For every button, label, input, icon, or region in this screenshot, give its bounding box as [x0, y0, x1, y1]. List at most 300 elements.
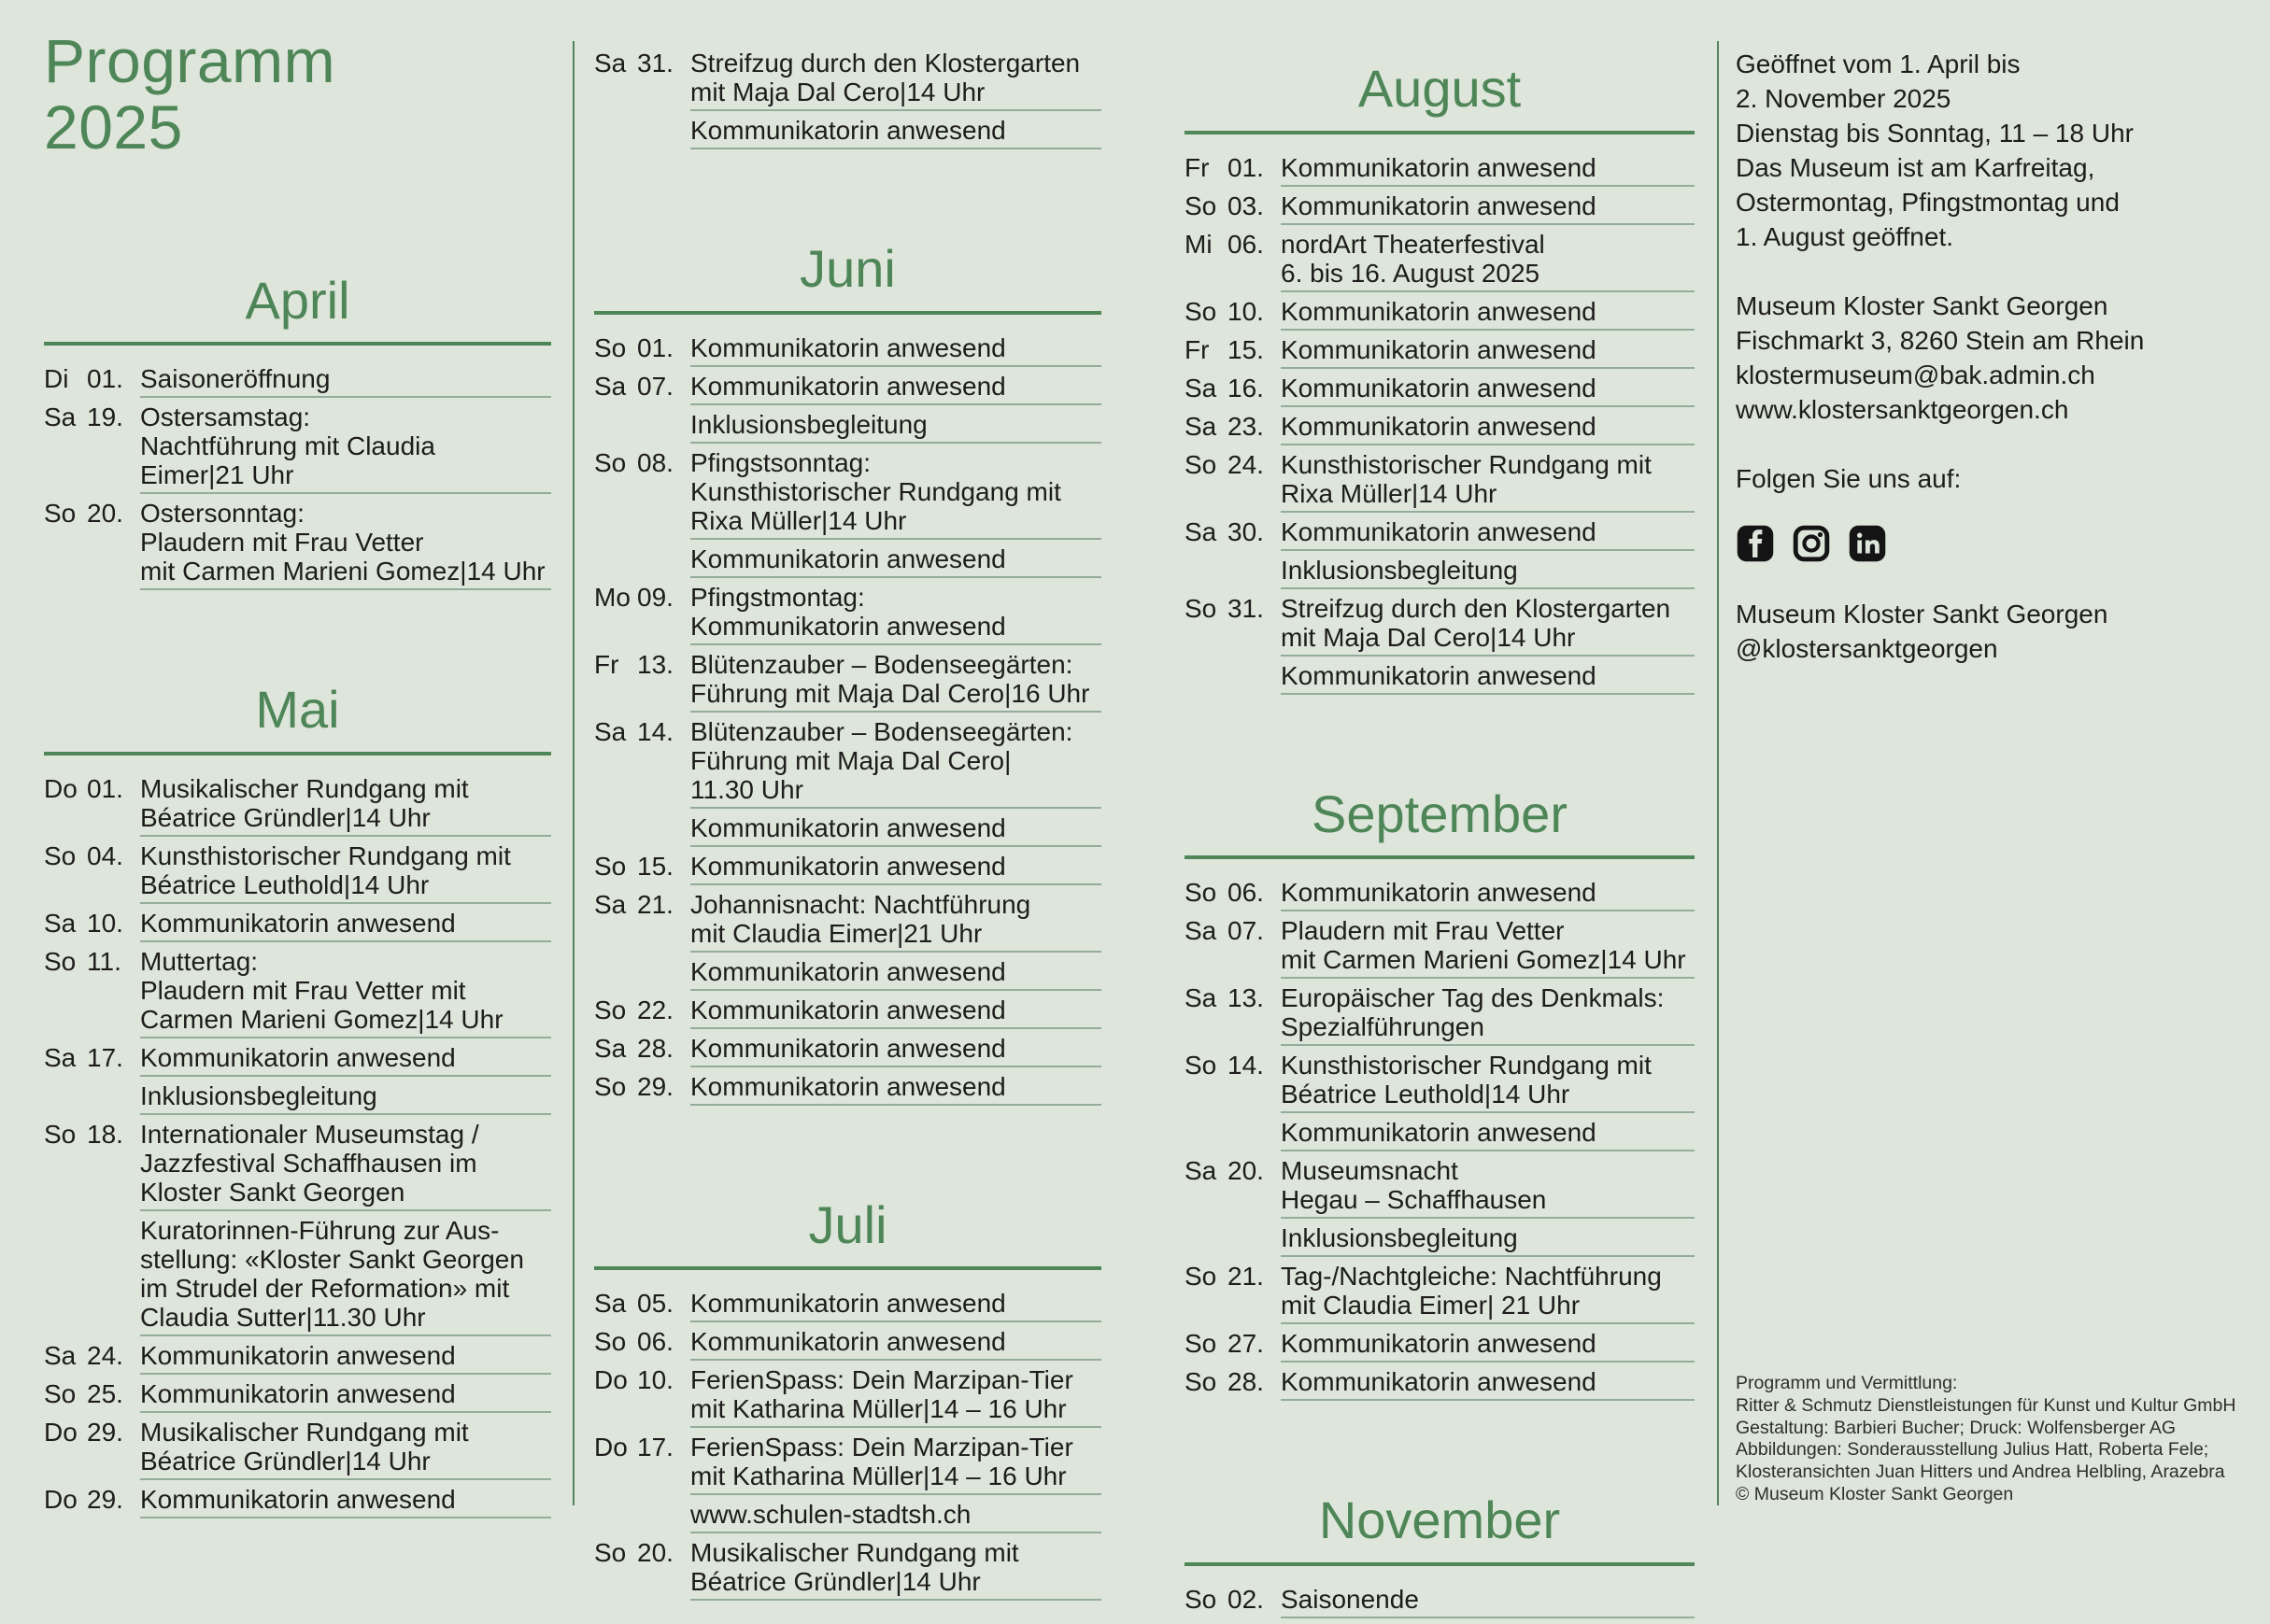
entry-lines: [690, 448, 1101, 583]
entry-lines: [1281, 297, 1695, 335]
entry-text: Hegau – Schaffhausen: [1281, 1185, 1695, 1219]
calendar-entry: [1185, 450, 1695, 517]
entry-date: 18.: [87, 1119, 123, 1149]
entry-text: mit Maja Dal Cero|14 Uhr: [1281, 623, 1695, 657]
entry-day: So: [1185, 878, 1217, 908]
entry-lines: [1281, 916, 1695, 983]
entry-date: 10.: [1227, 296, 1264, 326]
calendar-entry: [44, 1120, 551, 1341]
entry-lines: [690, 1365, 1101, 1433]
entry-text: Kunsthistorischer Rundgang mit: [140, 840, 511, 870]
entry-text: Pfingstsonntag:: [690, 447, 872, 477]
entry-lines: [690, 372, 1101, 448]
entry-text: Inklusionsbegleitung: [1281, 1223, 1695, 1257]
entry-lines: [690, 1034, 1101, 1072]
entry-day: So: [44, 946, 77, 976]
entry-text: 11.30 Uhr: [690, 775, 1101, 809]
calendar-entry: [1185, 1051, 1695, 1156]
calendar-entry: [594, 448, 1101, 583]
entry-day: So: [44, 840, 77, 870]
entry-day: So: [1185, 1584, 1217, 1614]
entry-lines: [1281, 878, 1695, 916]
entry-text: Kommunikatorin anwesend: [140, 1043, 551, 1077]
entry-text: Béatrice Leuthold|14 Uhr: [1281, 1080, 1695, 1113]
entry-lines: [1281, 1156, 1695, 1262]
opening-hours-line: 1. August geöffnet.: [1736, 222, 1954, 251]
page-title-line2: 2025: [44, 92, 183, 162]
entry-day: Do: [44, 1484, 78, 1514]
entry-lines: [690, 650, 1101, 717]
calendar-entry: [1185, 1329, 1695, 1367]
entry-date: 24.: [87, 1340, 123, 1370]
column-divider-left: [573, 41, 575, 1505]
entry-text: Saisoneröffnung: [140, 364, 551, 398]
entry-date: 09.: [637, 582, 674, 612]
calendar-entry: [594, 583, 1101, 650]
month-section-mai: [44, 681, 551, 1523]
month-title: Juni: [800, 239, 896, 298]
entry-text: Béatrice Gründler|14 Uhr: [140, 1447, 551, 1480]
entry-day: So: [44, 1119, 77, 1149]
entry-lines: [1281, 594, 1695, 699]
entry-lines: [690, 1538, 1101, 1605]
month-rule: [1185, 855, 1695, 859]
entry-text: Streifzug durch den Klostergarten: [690, 49, 1081, 78]
entry-text: Kunsthistorischer Rundgang mit: [690, 476, 1061, 506]
entry-lines: [140, 1043, 551, 1120]
page-title-line1: Programm: [44, 26, 336, 95]
entry-date: 06.: [1227, 878, 1264, 908]
entry-day: So: [1185, 449, 1217, 479]
entry-day: So: [1185, 191, 1217, 220]
calendar-entry: [1185, 191, 1695, 230]
email-link[interactable]: klostermuseum@bak.admin.ch: [1736, 360, 2095, 389]
column-august-november: [1185, 0, 1695, 1623]
entry-day: Sa: [594, 371, 627, 401]
entry-text: Ostersamstag:: [140, 402, 311, 432]
opening-hours-line: 2. November 2025: [1736, 84, 1951, 113]
month-title: Mai: [255, 680, 340, 740]
column-april-mai: [44, 0, 551, 1523]
spacer: [1736, 427, 2240, 461]
entry-text: Musikalischer Rundgang mit: [690, 1538, 1019, 1568]
opening-hours-line: Geöffnet vom 1. April bis: [1736, 49, 2021, 78]
museum-address-block: [1736, 289, 2240, 427]
entry-lines: [1281, 1367, 1695, 1405]
entry-text: Béatrice Gründler|14 Uhr: [690, 1567, 1101, 1601]
calendar-entry: [1185, 335, 1695, 374]
entry-text: Streifzug durch den Klostergarten: [1281, 593, 1671, 623]
calendar-column-1: [44, 272, 551, 1523]
entry-date: 24.: [1227, 449, 1264, 479]
calendar-entry: [594, 1327, 1101, 1365]
entry-text: Kommunikatorin anwesend: [140, 1485, 551, 1518]
calendar-entry: [594, 996, 1101, 1034]
entry-text: Kommunikatorin anwesend: [1281, 191, 1695, 225]
entry-day: Fr: [1185, 152, 1210, 182]
entry-day: Sa: [594, 716, 627, 746]
entry-text: Kommunikatorin anwesend: [690, 612, 1101, 645]
credits-smallprint: [1736, 1373, 2240, 1506]
entry-text: Claudia Sutter|11.30 Uhr: [140, 1303, 551, 1336]
entry-date: 13.: [1227, 983, 1264, 1013]
calendar-entry: [1185, 916, 1695, 983]
entry-date: 25.: [87, 1378, 123, 1408]
entry-day: So: [594, 332, 627, 362]
entry-day: Do: [594, 1365, 628, 1395]
entry-date: 21.: [637, 889, 674, 919]
calendar-entry: [594, 1034, 1101, 1072]
credits-line: Klosteransichten Juan Hitters und Andrea Helbling, Arazebra: [1736, 1462, 2225, 1483]
entry-text: Kommunikatorin anwesend: [690, 852, 1101, 885]
calendar-entry: [1185, 1262, 1695, 1329]
calendar-entry: [1185, 878, 1695, 916]
calendar-entry: [1185, 412, 1695, 450]
entry-day: So: [594, 851, 627, 881]
calendar-entry: [44, 774, 551, 841]
linkedin-icon[interactable]: [1848, 524, 1887, 563]
entry-text: FerienSpass: Dein Marzipan-Tier: [690, 1365, 1073, 1395]
entry-date: 05.: [637, 1289, 674, 1319]
month-title: September: [1312, 784, 1568, 843]
entry-text: Kommunikatorin anwesend: [690, 1327, 1101, 1361]
entry-day: So: [1185, 1262, 1217, 1292]
entry-text: Plaudern mit Frau Vetter: [140, 528, 424, 558]
column-juni-juli: [594, 0, 1101, 1605]
month-section-continued: [594, 49, 1101, 154]
entry-text: Nachtführung mit Claudia: [140, 431, 435, 461]
entry-text: Kommunikatorin anwesend: [690, 1072, 1101, 1106]
entry-text: Kommunikatorin anwesend: [1281, 878, 1695, 911]
instagram-icon[interactable]: [1792, 524, 1831, 563]
entry-day: Sa: [44, 908, 77, 938]
entry-lines: [1281, 374, 1695, 412]
entry-text: Kommunikatorin anwesend: [1281, 517, 1695, 551]
calendar-entry: [44, 841, 551, 909]
entry-date: 06.: [1227, 229, 1264, 259]
calendar-entry: [594, 333, 1101, 372]
entry-text: Kommunikatorin anwesend: [140, 1379, 551, 1413]
credits-line: © Museum Kloster Sankt Georgen: [1736, 1483, 2014, 1504]
entry-text: Kommunikatorin anwesend: [690, 957, 1101, 991]
entry-text: Inklusionsbegleitung: [690, 410, 1101, 444]
entry-lines: [1281, 412, 1695, 450]
entry-date: 01.: [87, 773, 123, 803]
month-rule: [594, 1266, 1101, 1270]
entry-lines: [140, 774, 551, 841]
credits-line: Gestaltung: Barbieri Bucher; Druck: Wolfensberger AG: [1736, 1417, 2177, 1438]
address-line: Museum Kloster Sankt Georgen: [1736, 291, 2108, 320]
entry-date: 16.: [1227, 373, 1264, 402]
entry-text: Kommunikatorin anwesend: [690, 544, 1101, 578]
calendar-entry: [594, 717, 1101, 852]
entry-day: So: [44, 499, 77, 529]
entry-date: 23.: [1227, 411, 1264, 441]
entry-lines: [140, 364, 551, 402]
month-title: November: [1318, 1490, 1561, 1550]
info-column: [1736, 0, 2240, 1624]
calendar-column-2: [594, 49, 1101, 1605]
opening-hours-line: Ostermontag, Pfingstmontag und: [1736, 188, 2120, 217]
entry-day: Di: [44, 364, 69, 394]
entry-text: Blütenzauber – Bodenseegärten:: [690, 716, 1073, 746]
entry-lines: [1281, 517, 1695, 594]
month-rule: [1185, 1562, 1695, 1566]
entry-text: Spezialführungen: [1281, 1012, 1695, 1046]
entry-lines: [140, 1341, 551, 1379]
entry-text: mit Maja Dal Cero|14 Uhr: [690, 78, 1101, 111]
entry-date: 20.: [87, 499, 123, 529]
calendar-entry: [44, 1379, 551, 1418]
month-title: August: [1357, 59, 1522, 118]
entry-date: 28.: [1227, 1367, 1264, 1397]
entry-text: Inklusionsbegleitung: [140, 1081, 551, 1115]
month-section-april: [44, 272, 551, 596]
entry-date: 31.: [637, 49, 674, 78]
month-title: Juli: [808, 1194, 887, 1254]
entry-day: Sa: [1185, 516, 1217, 546]
entry-lines: [140, 947, 551, 1043]
entry-lines: [140, 1120, 551, 1341]
entry-lines: [1281, 983, 1695, 1051]
entry-date: 22.: [637, 995, 674, 1024]
entry-day: So: [594, 1327, 627, 1357]
entry-text: mit Carmen Marieni Gomez|14 Uhr: [1281, 945, 1695, 979]
entry-lines: [690, 1433, 1101, 1538]
calendar-entry: [594, 890, 1101, 996]
entry-lines: [690, 49, 1101, 154]
month-section-juli: [594, 1196, 1101, 1606]
entry-text: Europäischer Tag des Denkmals:: [1281, 983, 1665, 1013]
entry-lines: [1281, 153, 1695, 191]
entry-text: mit Claudia Eimer| 21 Uhr: [1281, 1291, 1695, 1324]
month-rule: [594, 311, 1101, 315]
entry-day: Sa: [594, 1289, 627, 1319]
entry-date: 17.: [87, 1042, 123, 1072]
entry-date: 31.: [1227, 593, 1264, 623]
entry-text: Kunsthistorischer Rundgang mit: [1281, 449, 1652, 479]
entry-day: So: [1185, 1367, 1217, 1397]
calendar-entry: [594, 1365, 1101, 1433]
entry-lines: [690, 1289, 1101, 1327]
entry-lines: [140, 1379, 551, 1418]
entry-date: 07.: [1227, 916, 1264, 946]
entry-text: Ostersonntag:: [140, 499, 305, 529]
entry-text: Kommunikatorin anwesend: [1281, 335, 1695, 369]
credits-line: Ritter & Schmutz Dienstleistungen für Kunst und Kultur GmbH: [1736, 1394, 2236, 1416]
entry-date: 10.: [87, 908, 123, 938]
entry-date: 30.: [1227, 516, 1264, 546]
entry-text: Kommunikatorin anwesend: [1281, 412, 1695, 445]
website-link[interactable]: www.klostersanktgeorgen.ch: [1736, 395, 2069, 424]
month-rule: [44, 342, 551, 346]
entry-text: 6. bis 16. August 2025: [1281, 259, 1695, 292]
entry-text: Jazzfestival Schaffhausen im: [140, 1148, 477, 1178]
entry-text: mit Claudia Eimer|21 Uhr: [690, 919, 1101, 953]
facebook-icon[interactable]: [1736, 524, 1775, 563]
entry-day: Sa: [1185, 373, 1217, 402]
entry-text: Kommunikatorin anwesend: [1281, 153, 1695, 187]
entry-day: So: [594, 995, 627, 1024]
social-handle-line: @klostersanktgeorgen: [1736, 634, 1998, 663]
entry-date: 10.: [637, 1365, 674, 1395]
opening-hours-text: [1736, 47, 2240, 254]
entry-day: So: [1185, 1329, 1217, 1359]
entry-text: Internationaler Museumstag /: [140, 1119, 479, 1149]
calendar-entry: [1185, 297, 1695, 335]
address-line: Fischmarkt 3, 8260 Stein am Rhein: [1736, 326, 2145, 355]
entry-text: Kommunikatorin anwesend: [690, 996, 1101, 1029]
entry-text: Kuratorinnen-Führung zur Aus-: [140, 1215, 500, 1245]
entry-text: Blütenzauber – Bodenseegärten:: [690, 649, 1073, 679]
calendar-entry: [1185, 983, 1695, 1051]
entry-text: Kommunikatorin anwesend: [690, 372, 1101, 405]
calendar-entry: [44, 1418, 551, 1485]
entry-lines: [1281, 1051, 1695, 1156]
entry-date: 19.: [87, 402, 123, 432]
entry-text: Plaudern mit Frau Vetter: [1281, 916, 1565, 946]
entry-lines: [690, 890, 1101, 996]
entry-lines: [690, 583, 1101, 650]
entry-day: Mi: [1185, 229, 1213, 259]
entry-lines: [140, 402, 551, 499]
entry-text: Musikalischer Rundgang mit: [140, 1417, 469, 1447]
calendar-entry: [1185, 1156, 1695, 1262]
entry-date: 29.: [87, 1484, 123, 1514]
entry-day: Do: [44, 773, 78, 803]
entry-text: Kommunikatorin anwesend: [140, 909, 551, 942]
entry-link[interactable]: www.schulen-stadtsh.ch: [690, 1500, 1101, 1533]
entry-text: Führung mit Maja Dal Cero|16 Uhr: [690, 679, 1101, 713]
entry-lines: [690, 1072, 1101, 1110]
entry-date: 08.: [637, 447, 674, 477]
calendar-column-3: [1185, 60, 1695, 1623]
entry-day: Sa: [594, 1033, 627, 1063]
entry-text: Kommunikatorin anwesend: [1281, 1329, 1695, 1363]
entry-text: Johannisnacht: Nachtführung: [690, 889, 1031, 919]
entry-day: Sa: [44, 1340, 77, 1370]
entry-text: Béatrice Leuthold|14 Uhr: [140, 870, 551, 904]
calendar-entry: [1185, 1367, 1695, 1405]
entry-day: So: [1185, 1051, 1217, 1080]
entry-text: Führung mit Maja Dal Cero|: [690, 745, 1012, 775]
entry-day: Sa: [594, 49, 627, 78]
entry-day: Mo: [594, 582, 631, 612]
entry-text: stellung: «Kloster Sankt Georgen: [140, 1244, 524, 1274]
calendar-entry: [1185, 153, 1695, 191]
entry-date: 11.: [87, 946, 121, 976]
entry-day: Sa: [44, 1042, 77, 1072]
entry-date: 06.: [637, 1327, 674, 1357]
calendar-entry: [44, 364, 551, 402]
entry-lines: [690, 996, 1101, 1034]
entry-date: 27.: [1227, 1329, 1264, 1359]
entry-text: Kommunikatorin anwesend: [1281, 374, 1695, 407]
entry-day: So: [1185, 296, 1217, 326]
social-icons-row: [1736, 524, 2240, 563]
entry-date: 01.: [87, 364, 123, 394]
entry-lines: [1281, 230, 1695, 297]
entry-date: 15.: [637, 851, 674, 881]
entry-text: Kloster Sankt Georgen: [140, 1178, 551, 1211]
entry-lines: [140, 1418, 551, 1485]
entry-text: Kommunikatorin anwesend: [690, 116, 1101, 149]
calendar-entry: [44, 1341, 551, 1379]
entry-text: Kommunikatorin anwesend: [690, 333, 1101, 367]
entry-text: Kommunikatorin anwesend: [690, 813, 1101, 847]
entry-date: 03.: [1227, 191, 1264, 220]
entry-lines: [1281, 1585, 1695, 1623]
entry-day: Fr: [594, 649, 619, 679]
entry-text: Museumsnacht: [1281, 1156, 1458, 1186]
entry-lines: [1281, 335, 1695, 374]
credits-line: Abbildungen: Sonderausstellung Julius Hatt, Roberta Fele;: [1736, 1439, 2209, 1461]
opening-hours-line: Das Museum ist am Karfreitag,: [1736, 153, 2095, 182]
calendar-entry: [44, 499, 551, 595]
entry-text: Eimer|21 Uhr: [140, 460, 551, 494]
entry-text: mit Katharina Müller|14 – 16 Uhr: [690, 1394, 1101, 1428]
month-rule: [1185, 131, 1695, 134]
entry-text: FerienSpass: Dein Marzipan-Tier: [690, 1433, 1073, 1462]
entry-date: 04.: [87, 840, 123, 870]
social-handle-block: [1736, 597, 2240, 666]
entry-text: Rixa Müller|14 Uhr: [690, 506, 1101, 540]
entry-date: 20.: [637, 1538, 674, 1568]
entry-text: mit Katharina Müller|14 – 16 Uhr: [690, 1462, 1101, 1495]
entry-text: mit Carmen Marieni Gomez|14 Uhr: [140, 557, 551, 590]
credits-line: Programm und Vermittlung:: [1736, 1373, 1958, 1393]
entry-date: 01.: [637, 332, 674, 362]
entry-date: 20.: [1227, 1156, 1264, 1186]
calendar-entry: [44, 1485, 551, 1523]
entry-day: Sa: [1185, 983, 1217, 1013]
calendar-entry: [594, 1538, 1101, 1605]
entry-date: 29.: [87, 1417, 123, 1447]
entry-day: Sa: [44, 402, 77, 432]
calendar-entry: [1185, 374, 1695, 412]
entry-date: 15.: [1227, 334, 1264, 364]
entry-date: 14.: [637, 716, 674, 746]
month-section-november: [1185, 1491, 1695, 1623]
entry-date: 01.: [1227, 152, 1264, 182]
entry-date: 14.: [1227, 1051, 1264, 1080]
entry-text: Kommunikatorin anwesend: [1281, 661, 1695, 695]
entry-lines: [1281, 191, 1695, 230]
entry-text: Kunsthistorischer Rundgang mit: [1281, 1051, 1652, 1080]
entry-date: 29.: [637, 1071, 674, 1101]
follow-us-label: Folgen Sie uns auf:: [1736, 464, 1962, 493]
month-section-juni: [594, 240, 1101, 1110]
calendar-entry: [1185, 230, 1695, 297]
calendar-entry: [594, 852, 1101, 890]
entry-day: So: [1185, 593, 1217, 623]
entry-text: Inklusionsbegleitung: [1281, 556, 1695, 589]
entry-text: Carmen Marieni Gomez|14 Uhr: [140, 1005, 551, 1038]
entry-date: 17.: [637, 1433, 674, 1462]
entry-day: So: [44, 1378, 77, 1408]
entry-day: Sa: [1185, 1156, 1217, 1186]
entry-lines: [1281, 450, 1695, 517]
page-title: [44, 28, 551, 162]
calendar-entry: [594, 650, 1101, 717]
entry-lines: [1281, 1329, 1695, 1367]
entry-text: Plaudern mit Frau Vetter mit: [140, 975, 466, 1005]
entry-lines: [140, 499, 551, 595]
calendar-entry: [44, 1043, 551, 1120]
social-handle-line: Museum Kloster Sankt Georgen: [1736, 600, 2108, 628]
calendar-entry: [594, 49, 1101, 154]
calendar-entry: [594, 372, 1101, 448]
